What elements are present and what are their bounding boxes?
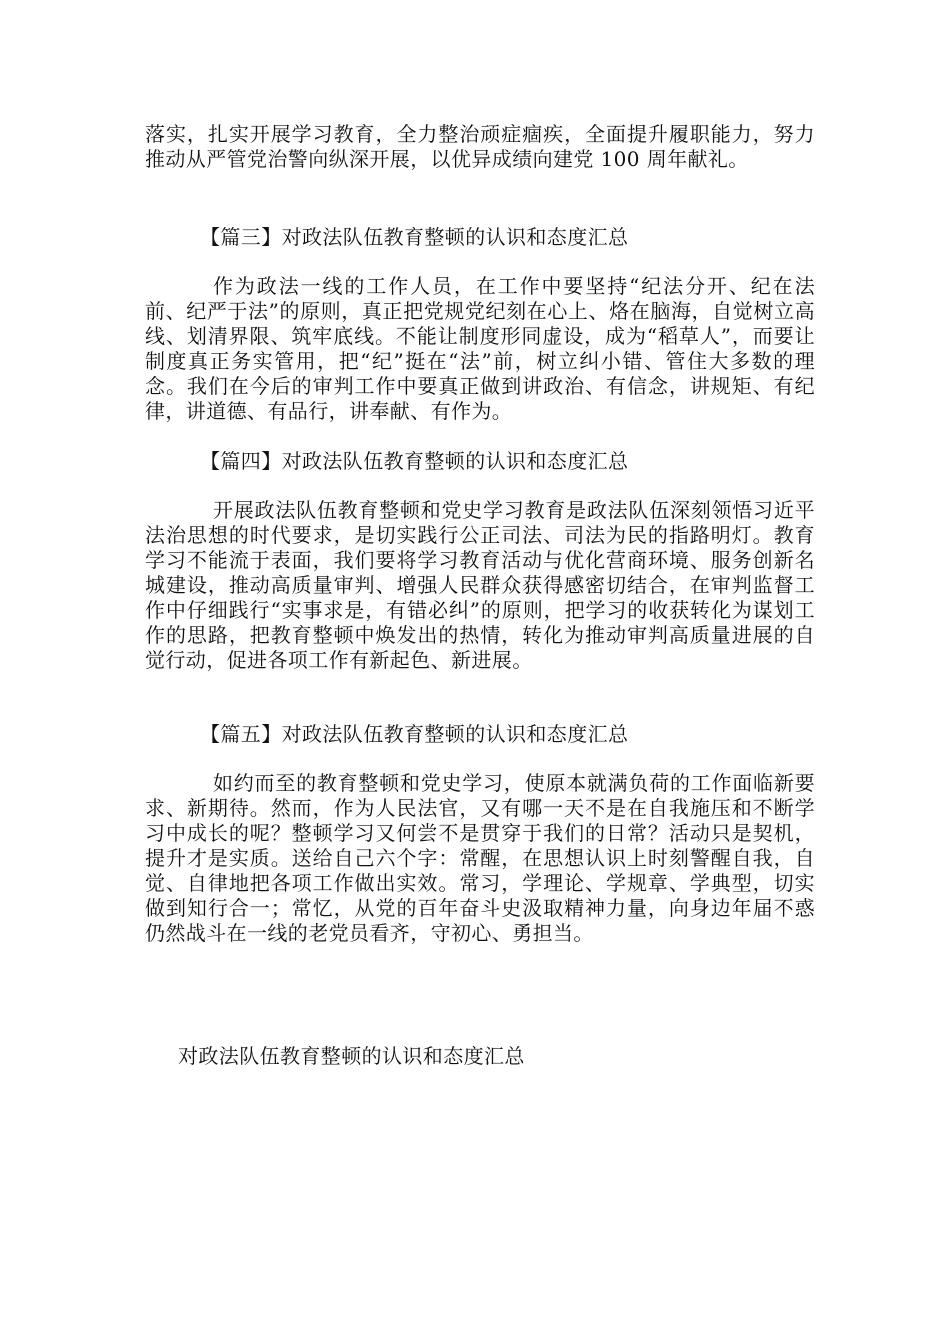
section-heading-3: 【篇三】对政法队伍教育整顿的认识和态度汇总: [200, 225, 629, 249]
section-body-5: 如约而至的教育整顿和党史学习，使原本就满负荷的工作面临新要求、新期待。然而，作为人民法官，又有哪一天不是在自我施压和不断学习中成长的呢？整顿学习又何尝不是贯穿于我们的日常？活动只是契机，提升才是实质。送给自己六个字：常醒，在思想认识上时刻警醒自我，自觉、自律地把各项工作做出实效。常习，学理论、学规章、学典型，切实做到知行合一；常忆，从党的百年奋斗史汲取精神力量，向身边年届不惑仍然战斗在一线的老党员看齐，守初心、勇担当。: [145, 771, 815, 945]
section-heading-5: 【篇五】对政法队伍教育整顿的认识和态度汇总: [200, 722, 629, 746]
section-body-4: 开展政法队伍教育整顿和党史学习教育是政法队伍深刻领悟习近平法治思想的时代要求，是切实践行公正司法、司法为民的指路明灯。教育学习不能流于表面，我们要将学习教育活动与优化营商环境、服务创新名城建设，推动高质量审判、增强人民群众获得感密切结合，在审判监督工作中仔细践行“实事求是，有错必纠”的原则，把学习的收获转化为谋划工作的思路，把教育整顿中焕发出的热情，转化为推动审判高质量进展的自觉行动，促进各项工作有新起色、新进展。: [145, 498, 815, 672]
section-heading-4: 【篇四】对政法队伍教育整顿的认识和态度汇总: [200, 449, 629, 473]
footer-title: 对政法队伍教育整顿的认识和态度汇总: [178, 1044, 525, 1068]
section-body-3: 作为政法一线的工作人员，在工作中要坚持“纪法分开、纪在法前、纪严于法”的原则，真正把党规党纪刻在心上、烙在脑海，自觉树立高线、划清界限、筑牢底线。不能让制度形同虚设，成为“稻草人”，而要让制度真正务实管用，把“纪”挺在“法”前，树立纠小错、管住大多数的理念。我们在今后的审判工作中要真正做到讲政治、有信念，讲规矩、有纪律，讲道德、有品行，讲奉献、有作为。: [145, 274, 815, 423]
intro-paragraph: 落实，扎实开展学习教育，全力整治顽症痼疾，全面提升履职能力，努力推动从严管党治警向纵深开展，以优异成绩向建党 100 周年献礼。: [145, 122, 815, 171]
